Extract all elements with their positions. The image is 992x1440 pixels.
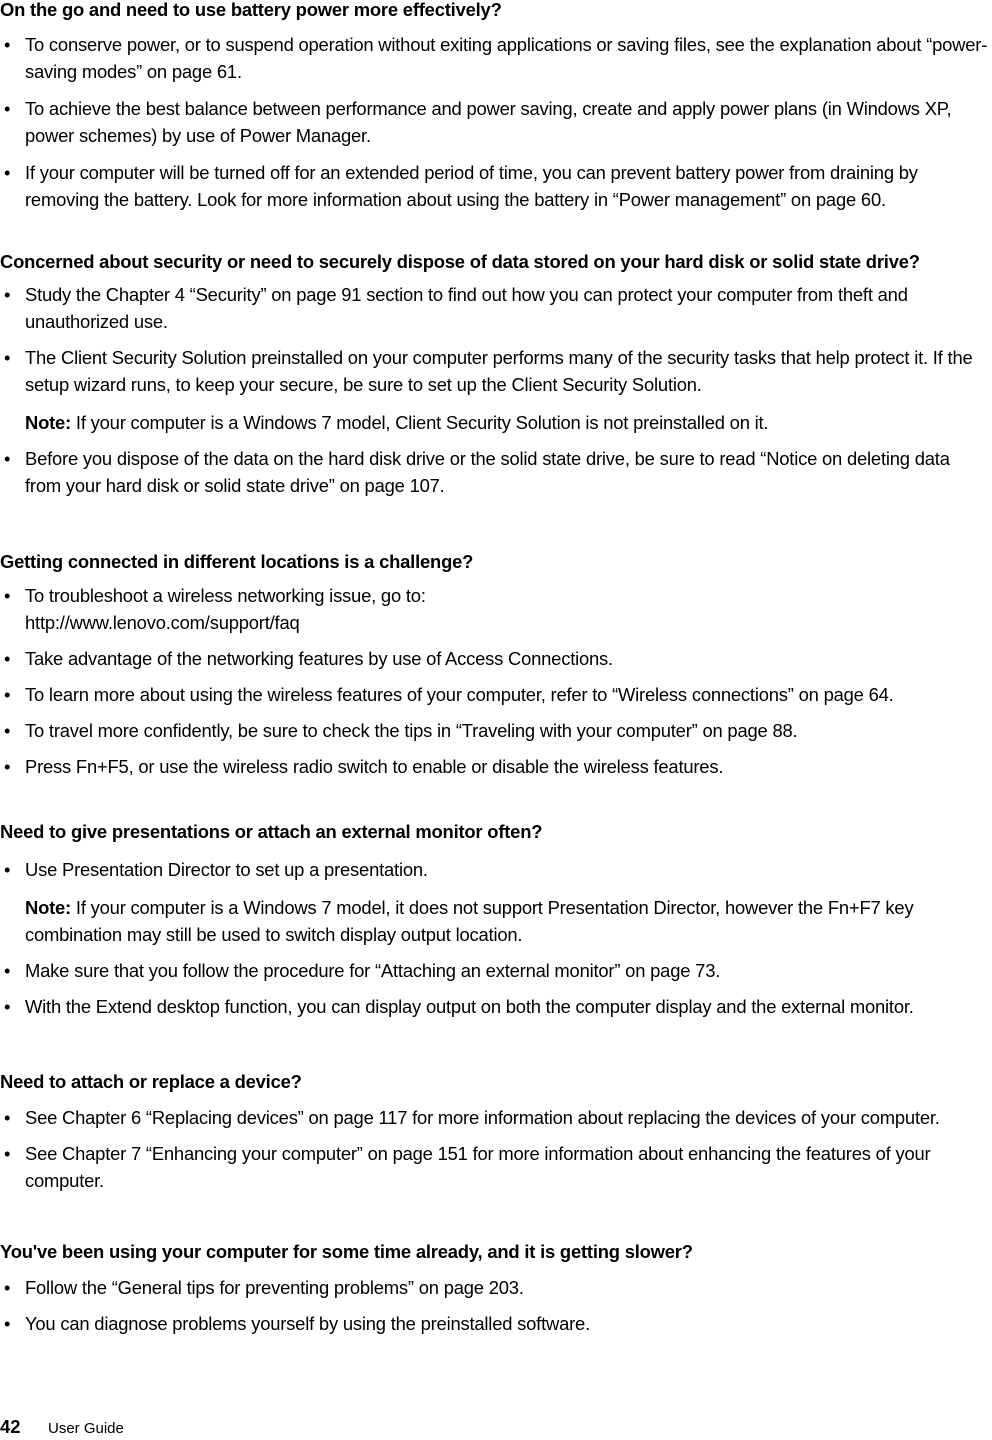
guide-title: User Guide — [48, 1420, 124, 1437]
list-item — [0, 344, 992, 436]
section-security — [0, 248, 992, 499]
bullet-icon: • — [4, 448, 11, 469]
list-item — [0, 645, 992, 672]
list-item-text: To achieve the best balance between performance and power saving, create and apply power plans (in Windows XP, power schemes) by use of Power Manager. — [25, 98, 952, 146]
bullet-icon: • — [4, 859, 11, 880]
bullet-icon: • — [4, 1143, 11, 1164]
bullet-list — [0, 582, 992, 780]
list-item — [0, 856, 992, 948]
list-item-text: Make sure that you follow the procedure for “Attaching an external monitor” on page 73. — [25, 960, 721, 981]
bullet-list — [0, 281, 992, 499]
bullet-list — [0, 1104, 992, 1194]
bullet-icon: • — [4, 684, 11, 705]
section-heading: You've been using your computer for some time already, and it is getting slower? — [0, 1241, 693, 1262]
section-battery — [0, 0, 992, 213]
list-item-text: If your computer will be turned off for an extended period of time, you can prevent battery power from draining by removing the battery. Look for more information about using the battery in “Power management” on page 60. — [25, 162, 918, 210]
section-heading: On the go and need to use battery power more effectively? — [0, 0, 502, 20]
bullet-icon: • — [4, 756, 11, 777]
section-presentations — [0, 818, 992, 1020]
list-item — [0, 31, 992, 85]
section-devices — [0, 1068, 992, 1194]
list-item — [0, 159, 992, 213]
note — [25, 894, 970, 948]
list-item — [0, 1274, 992, 1301]
section-heading: Getting connected in different locations is a challenge? — [0, 551, 474, 572]
list-item-text: To troubleshoot a wireless networking issue, go to: — [25, 585, 426, 606]
list-item — [0, 1104, 992, 1131]
list-item — [0, 445, 992, 499]
list-item — [0, 753, 992, 780]
bullet-icon: • — [4, 720, 11, 741]
list-item-text: Follow the “General tips for preventing problems” on page 203. — [25, 1277, 524, 1298]
list-item-text: See Chapter 7 “Enhancing your computer” on page 151 for more information about enhancing the features of your computer. — [25, 1143, 931, 1191]
bullet-icon: • — [4, 98, 11, 119]
note-label: Note: — [25, 897, 71, 918]
list-item-text: See Chapter 6 “Replacing devices” on page 117 for more information about replacing the devices of your computer. — [25, 1107, 940, 1128]
list-item-text: To learn more about using the wireless features of your computer, refer to “Wireless connections” on page 64. — [25, 684, 894, 705]
list-item — [0, 993, 992, 1020]
list-item-text: Take advantage of the networking features by use of Access Connections. — [25, 648, 613, 669]
list-item — [0, 1140, 992, 1194]
list-item-text: The Client Security Solution preinstalled on your computer performs many of the security tasks that help protect it. If the setup wizard runs, to keep your secure, be sure to set up the Client Security Solution. — [25, 347, 973, 395]
list-item — [0, 1310, 992, 1337]
section-performance — [0, 1238, 992, 1337]
list-item-text: Study the Chapter 4 “Security” on page 91 section to find out how you can protect your computer from theft and unauthorized use. — [25, 284, 908, 332]
bullet-icon: • — [4, 162, 11, 183]
bullet-icon: • — [4, 996, 11, 1017]
bullet-list — [0, 31, 992, 213]
list-item-text: With the Extend desktop function, you can display output on both the computer display and the external monitor. — [25, 996, 914, 1017]
bullet-icon: • — [4, 1277, 11, 1298]
bullet-icon: • — [4, 347, 11, 368]
bullet-icon: • — [4, 284, 11, 305]
bullet-icon: • — [4, 960, 11, 981]
section-heading: Need to attach or replace a device? — [0, 1071, 302, 1092]
list-item — [0, 681, 992, 708]
list-item — [0, 281, 992, 335]
list-item-text: You can diagnose problems yourself by using the preinstalled software. — [25, 1313, 590, 1334]
section-heading: Need to give presentations or attach an external monitor often? — [0, 821, 543, 842]
list-item-text: Press Fn+F5, or use the wireless radio switch to enable or disable the wireless features. — [25, 756, 724, 777]
note-text: If your computer is a Windows 7 model, it does not support Presentation Director, however the Fn+F7 key combination may still be used to switch display output location. — [25, 897, 914, 945]
note-label: Note: — [25, 412, 71, 433]
list-item — [0, 95, 992, 149]
list-item — [0, 717, 992, 744]
list-item-text: Before you dispose of the data on the hard disk drive or the solid state drive, be sure to read “Notice on deleting data from your hard disk or solid state drive” on page 107. — [25, 448, 950, 496]
bullet-icon: • — [4, 585, 11, 606]
note-text: If your computer is a Windows 7 model, Client Security Solution is not preinstalled on it. — [75, 412, 769, 433]
section-connectivity — [0, 548, 992, 780]
note — [25, 409, 992, 436]
faq-link[interactable]: http://www.lenovo.com/support/faq — [25, 612, 300, 633]
section-heading: Concerned about security or need to securely dispose of data stored on your hard disk or solid state drive? — [0, 251, 920, 272]
page-number: 42 — [0, 1416, 21, 1437]
bullet-icon: • — [4, 1313, 11, 1334]
bullet-icon: • — [4, 648, 11, 669]
bullet-list — [0, 1274, 992, 1337]
list-item — [0, 957, 992, 984]
bullet-icon: • — [4, 1107, 11, 1128]
list-item — [0, 582, 992, 636]
list-item-text: To travel more confidently, be sure to check the tips in “Traveling with your computer” on page 88. — [25, 720, 798, 741]
list-item-text: To conserve power, or to suspend operation without exiting applications or saving files, see the explanation about “power-saving modes” on page 61. — [25, 34, 988, 82]
bullet-icon: • — [4, 34, 11, 55]
list-item-text: Use Presentation Director to set up a presentation. — [25, 859, 428, 880]
bullet-list — [0, 856, 992, 1020]
